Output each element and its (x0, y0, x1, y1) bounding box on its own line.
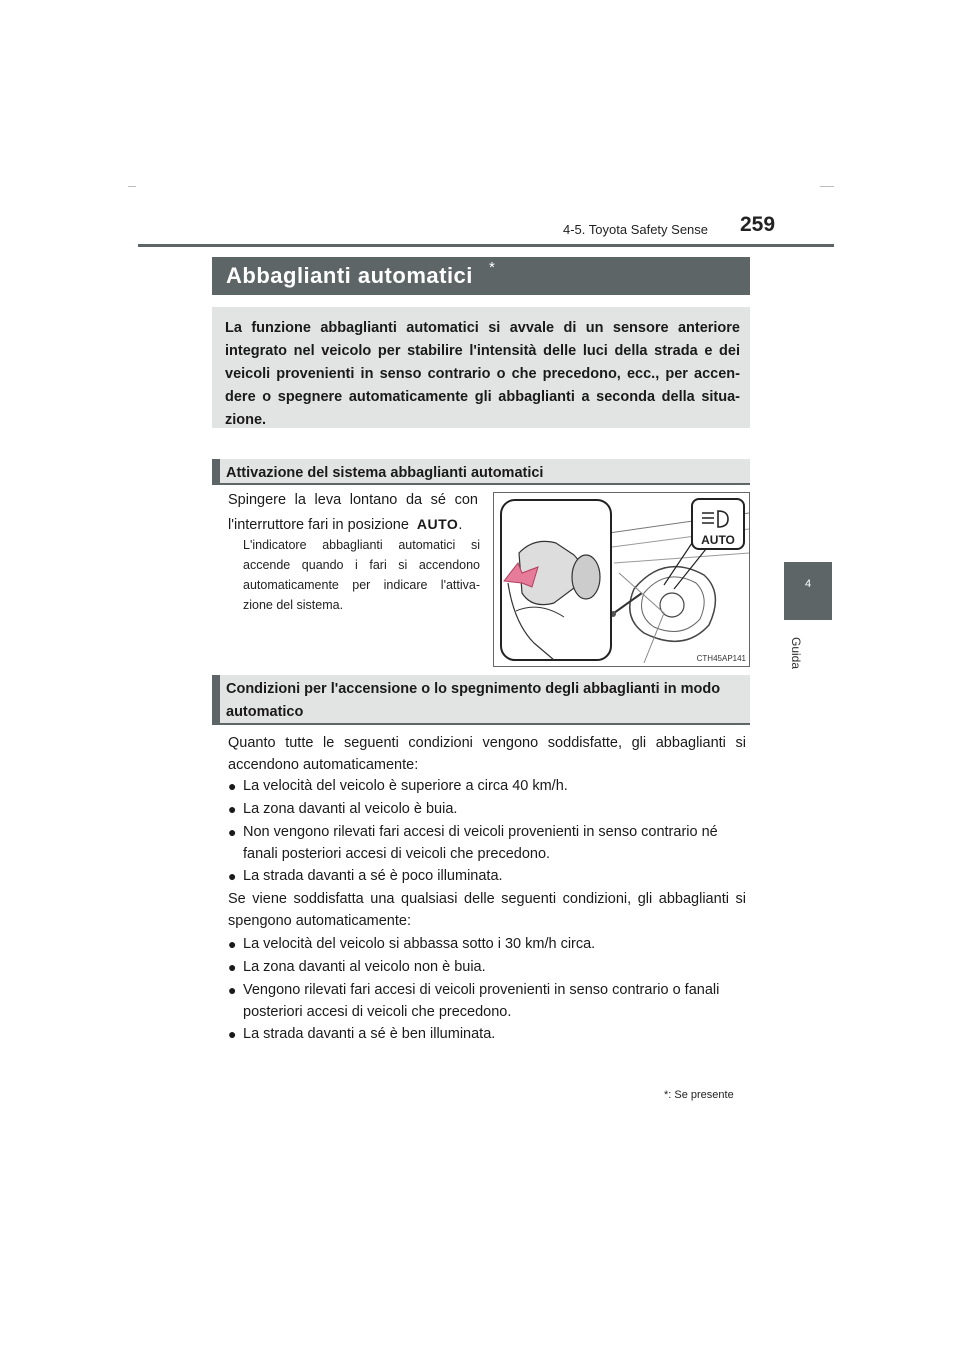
intro-box (212, 307, 750, 428)
section-path: 4-5. Toyota Safety Sense (563, 222, 709, 237)
bullet-icon: ● (228, 1026, 237, 1042)
bullet-icon: ● (228, 936, 237, 952)
activation-instruction-text: Spingere la leva lontano da sé con l'interruttore fari in posizione (228, 492, 478, 533)
crop-mark-left (128, 186, 136, 187)
auto-switch-symbol: AUTO (416, 516, 459, 532)
intro-text: La funzione abbaglianti automatici si avvale di un sensore anteriore integrato nel veicolo per stabilire l'intensità delle luci della strada e dei veicoli provenienti in senso contrario o che precedono, ecc., per accen-dere o spegnere automaticamente gli abbaglianti a seconda della situa-zione. (225, 320, 740, 428)
section-heading-conditions (212, 675, 750, 725)
list-item-text: La zona davanti al veicolo è buia. (243, 801, 458, 817)
page-title-bar (212, 257, 750, 295)
section-heading-activation (212, 459, 750, 485)
bullet-icon: ● (228, 824, 237, 840)
crop-mark-right (820, 186, 834, 187)
list-item-text: La strada davanti a sé è ben illuminata. (243, 1026, 496, 1042)
chapter-number: 4 (804, 578, 812, 590)
title-asterisk: * (489, 259, 495, 276)
page-title: Abbaglianti automatici (226, 263, 473, 288)
page-number: 259 (740, 213, 776, 236)
bullet-icon: ● (228, 778, 237, 794)
on-conditions-intro: Quanto tutte le seguenti condizioni vengono soddisfatte, gli abbaglianti si accendono automaticamente: (228, 735, 746, 773)
footnote-asterisk: * (664, 1089, 669, 1101)
chapter-label-text: Guida (789, 636, 803, 670)
list-item-text: La velocità del veicolo si abbassa sotto i 30 km/h circa. (243, 936, 596, 952)
list-item-text: Vengono rilevati fari accesi di veicoli provenienti in senso contrario o fanali posteriori accesi di veicoli che precedono. (243, 982, 720, 1020)
activation-instruction (228, 488, 478, 537)
chapter-tab (784, 562, 832, 620)
bullet-icon: ● (228, 959, 237, 975)
footnote (664, 1089, 734, 1101)
list-item-text: Non vengono rilevati fari accesi di veicoli provenienti in senso contrario né fanali posteriori accesi di veicoli che precedono. (243, 824, 718, 862)
figure-auto-label: AUTO (701, 533, 735, 547)
chapter-label (786, 632, 806, 676)
footnote-text: : Se presente (668, 1089, 734, 1101)
off-conditions-intro: Se viene soddisfatta una qualsiasi delle seguenti condizioni, gli abbaglianti si spengono automaticamente: (228, 891, 746, 929)
header-rule (138, 244, 834, 247)
section-heading-conditions-text: Condizioni per l'accensione o lo spegnimento degli abbaglianti in modo automatico (226, 681, 721, 720)
section-heading-activation-text: Attivazione del sistema abbaglianti automatici (226, 465, 544, 481)
list-item-text: La velocità del veicolo è superiore a circa 40 km/h. (243, 778, 568, 794)
figure-code: CTH45AP141 (696, 654, 746, 663)
list-item-text: La strada davanti a sé è poco illuminata. (243, 868, 503, 884)
activation-instruction-end: . (458, 517, 463, 533)
bullet-icon: ● (228, 801, 237, 817)
bullet-icon: ● (228, 868, 237, 884)
headlight-lever-illustration (493, 492, 750, 667)
list-item-text: La zona davanti al veicolo non è buia. (243, 959, 486, 975)
indicator-note: L'indicatore abbaglianti automatici si accende quando i fari si accendono automaticamente per indicare l'attiva-zione del sistema. (243, 538, 480, 612)
bullet-icon: ● (228, 982, 237, 998)
illustration-drawing (494, 493, 750, 667)
